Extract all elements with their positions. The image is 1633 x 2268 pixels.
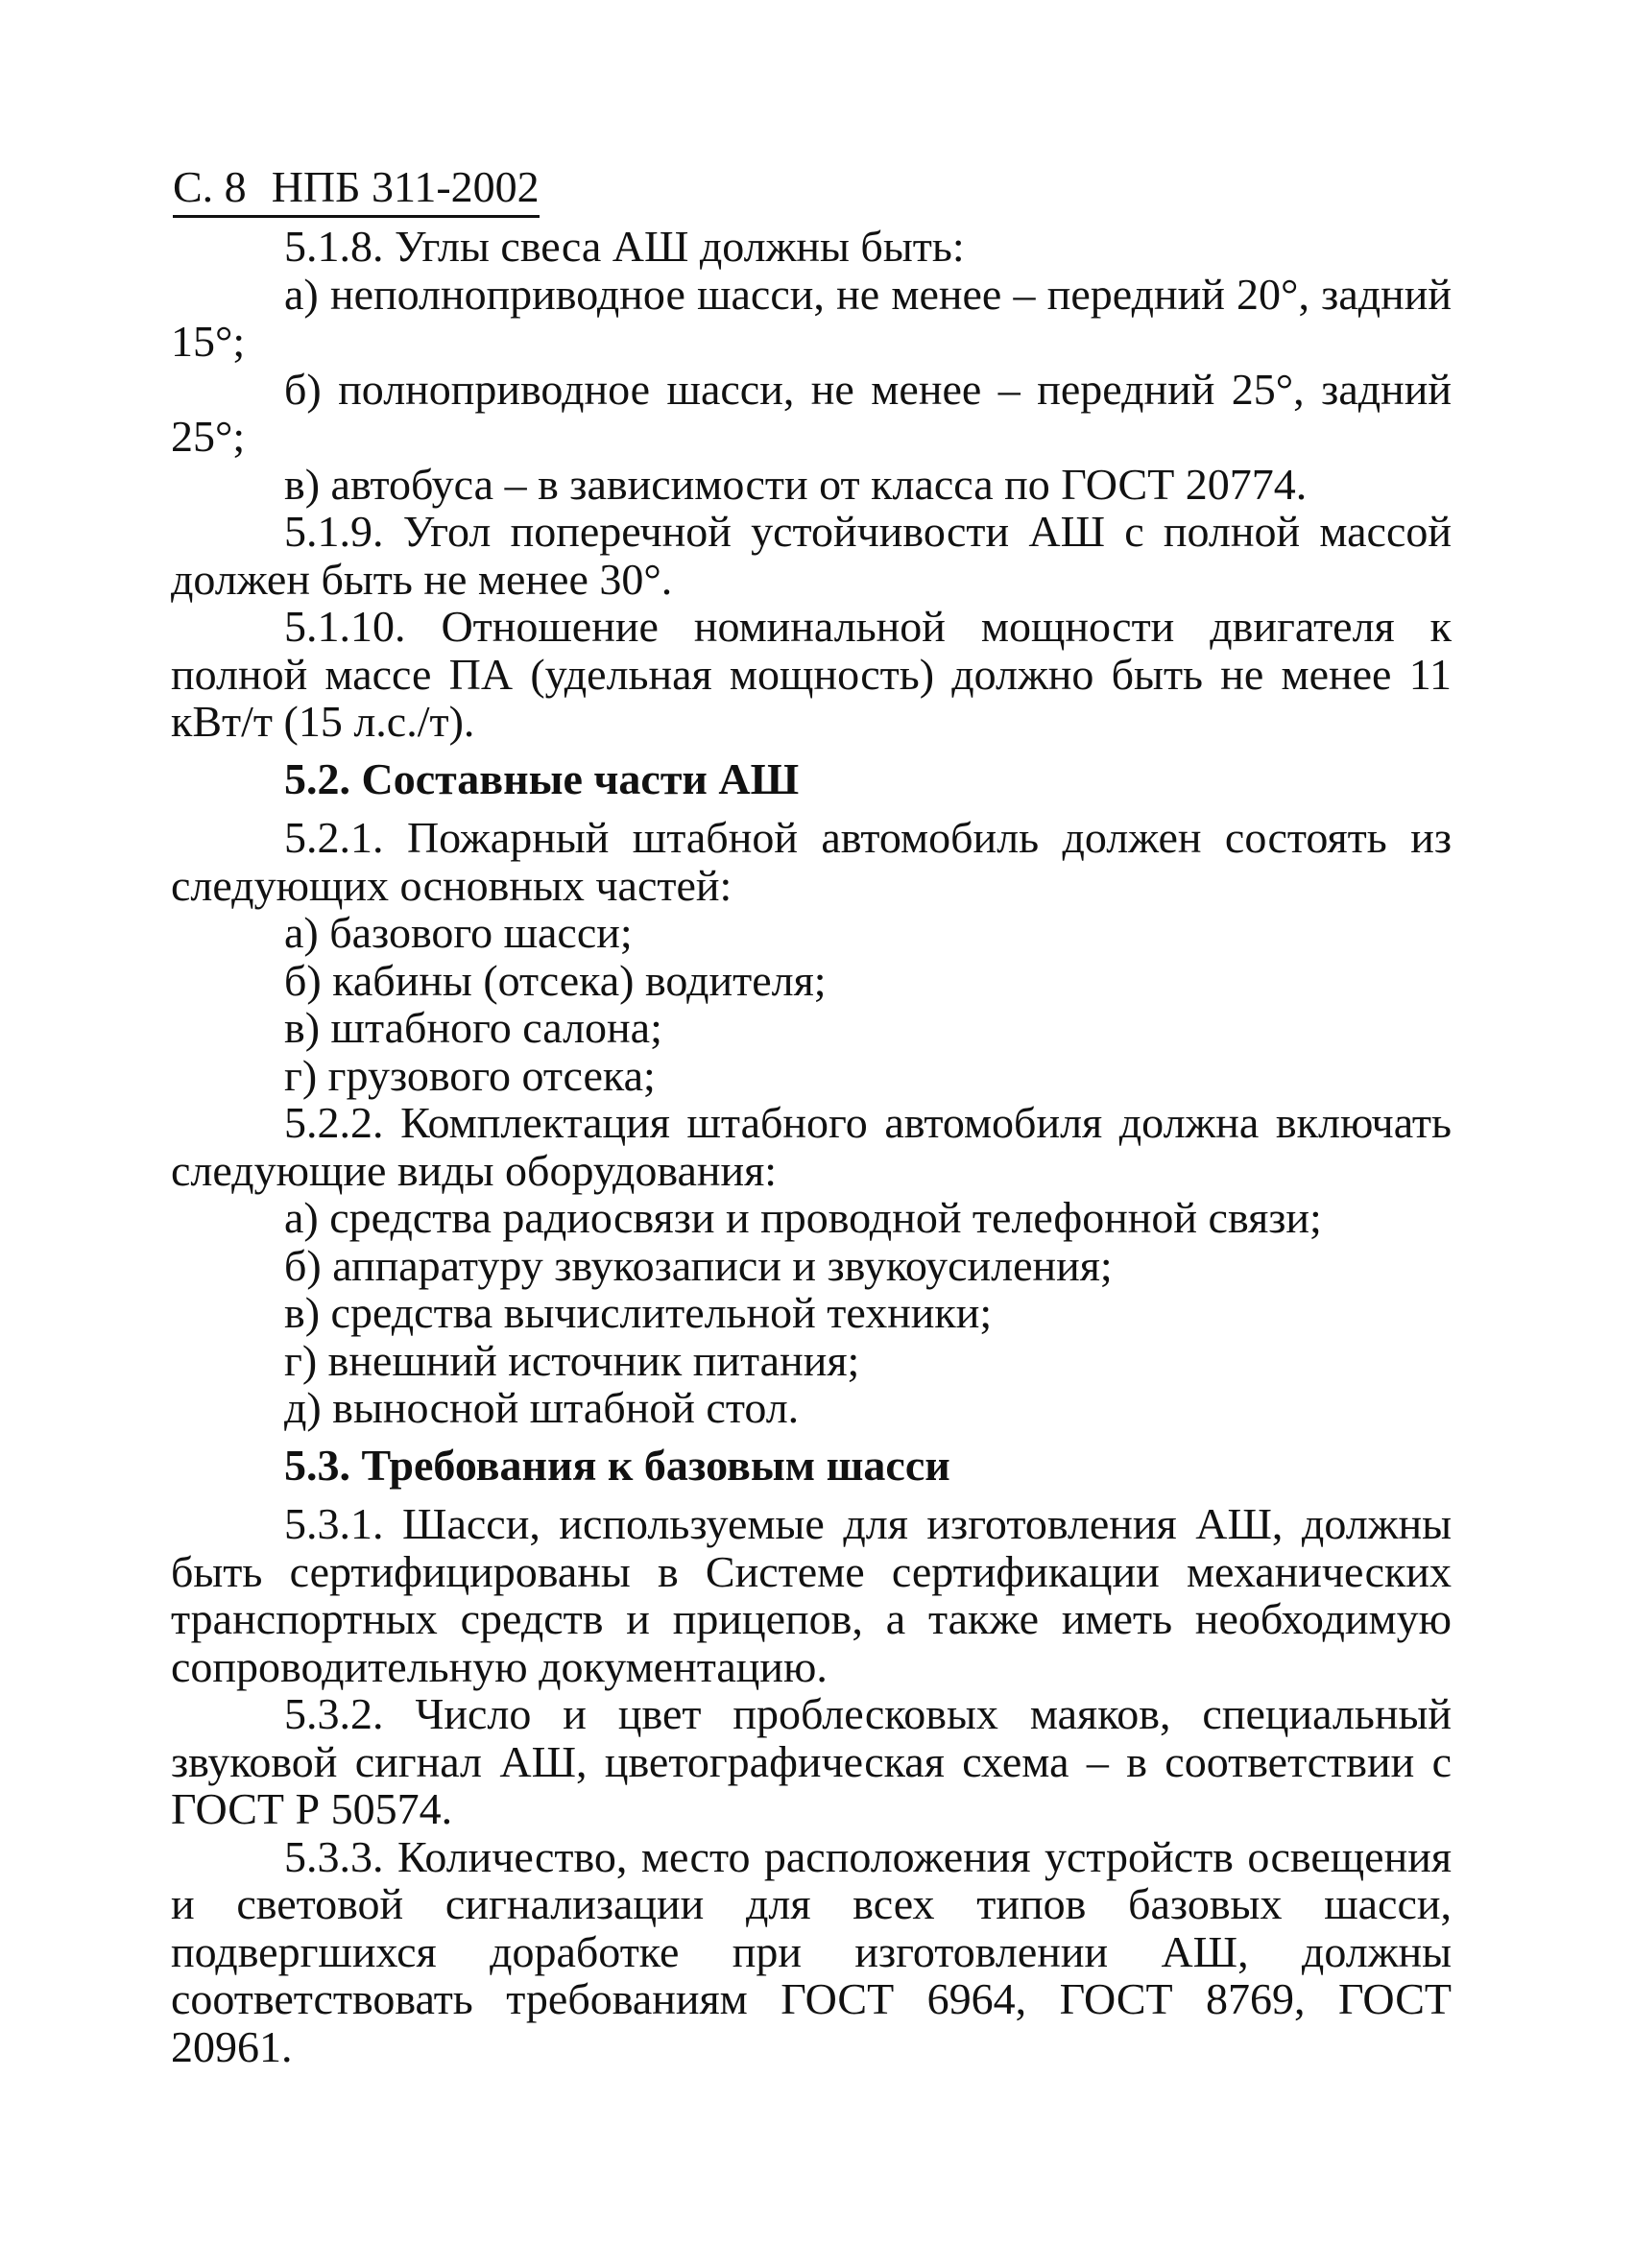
list-item: б) аппаратуру звукозаписи и звукоусиления; [284,1240,1113,1290]
paragraph-5-1-8-b: б) полноприводное шасси, не менее – передний 25°, задний 25°; [171,364,1452,461]
paragraph-5-2-2: 5.2.2. Комплектация штабного автомобиля должна включать следующие виды оборудования: [171,1098,1452,1195]
paragraph-5-3-3: 5.3.3. Количество, место расположения устройств освещения и световой сигнализации для всех типов базовых шасси, подвергшихся доработке при изготовлении АШ, должны соответствовать требованиям ГОСТ 6964, ГОСТ 8769, ГОСТ 20961. [171,1831,1452,2071]
paragraph-5-1-10: 5.1.10. Отношение номинальной мощности двигателя к полной массе ПА (удельная мощность) должно быть не менее 11 кВт/т (15 л.с./т). [171,602,1452,746]
paragraph-5-3-1: 5.3.1. Шасси, используемые для изготовления АШ, должны быть сертифицированы в Системе сертификации механических транспортных средств и прицепов, а также иметь необходимую сопроводительную документацию. [171,1499,1452,1691]
section-heading-5-3: 5.3. Требования к базовым шасси [284,1440,950,1490]
paragraph-5-2-1: 5.2.1. Пожарный штабной автомобиль должен состоять из следующих основных частей: [171,813,1452,910]
list-item: а) базового шасси; [284,908,633,957]
section-heading-5-2: 5.2. Составные части АШ [284,753,800,803]
paragraph-5-1-9: 5.1.9. Угол поперечной устойчивости АШ с полной массой должен быть не менее 30°. [171,507,1452,604]
list-item: г) грузового отсека; [284,1050,656,1100]
list-item: г) внешний источник питания; [284,1335,860,1385]
list-item: д) выносной штабной стол. [284,1383,800,1432]
list-item: б) кабины (отсека) водителя; [284,955,827,1005]
page-number: С. 8 [173,162,247,211]
document-code: НПБ 311-2002 [271,162,540,211]
document-body [171,223,1452,2070]
list-item: в) средства вычислительной техники; [284,1288,993,1337]
paragraph-5-1-8: 5.1.8. Углы свеса АШ должны быть: [284,222,965,271]
page-header [173,161,540,218]
list-item: а) средства радиосвязи и проводной телефонной связи; [284,1193,1322,1242]
paragraph-5-3-2: 5.3.2. Число и цвет проблесковых маяков, специальный звуковой сигнал АШ, цветографическая схема – в соответствии с ГОСТ Р 50574. [171,1689,1452,1833]
paragraph-5-1-8-a: а) неполноприводное шасси, не менее – передний 20°, задний 15°; [171,269,1452,366]
list-item: в) штабного салона; [284,1003,662,1052]
paragraph-5-1-8-v: в) автобуса – в зависимости от класса по ГОСТ 20774. [284,459,1308,509]
